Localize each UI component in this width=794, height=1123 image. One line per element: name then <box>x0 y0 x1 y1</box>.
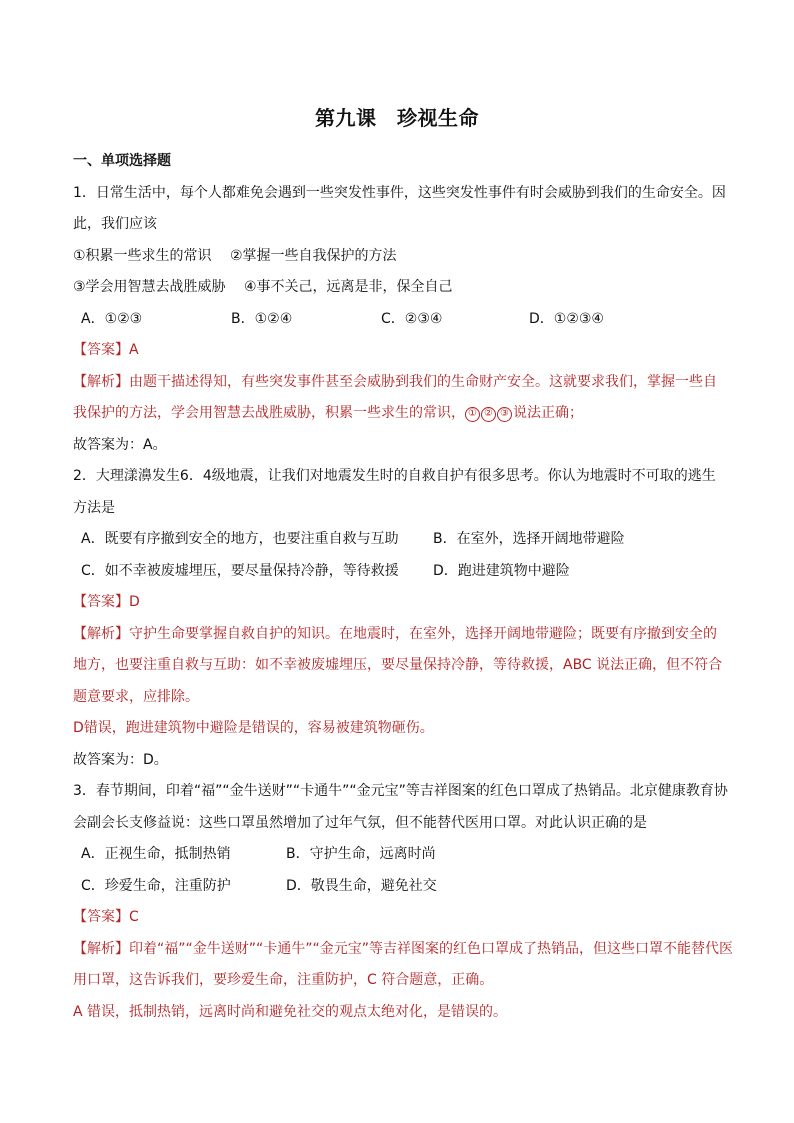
analysis-tag: 【解析】 <box>73 373 129 390</box>
q1-option-a: A．①②③ <box>81 310 143 327</box>
q2-stem-line-2: 方法是 <box>73 499 115 516</box>
answer-tag: 【答案】 <box>73 342 129 358</box>
q3-options-row-2 <box>73 871 733 903</box>
q1-option-b: B．①②④ <box>231 310 293 327</box>
q1-option-c: C．②③④ <box>381 310 443 327</box>
q2-options-row-2 <box>73 556 733 588</box>
q1-analysis-text-1: 由题干描述得知，有些突发事件甚至会威胁到我们的生命财产安全。这就要求我们，掌握一些自 <box>129 373 717 390</box>
analysis-tag: 【解析】 <box>73 625 129 642</box>
answer-tag: 【答案】 <box>73 594 129 610</box>
q3-options-row-1 <box>73 839 733 871</box>
q3-option-c: C．珍爱生命，注重防护 <box>81 877 231 894</box>
q1-options <box>73 304 733 336</box>
q3-option-a: A．正视生命，抵制热销 <box>81 846 231 862</box>
q1-items-line-2: ③学会用智慧去战胜威胁 ④事不关己，远离是非，保全自己 <box>73 279 453 295</box>
q1-analysis-mark-1: ① <box>465 407 480 422</box>
q1-analysis-line-1 <box>73 367 733 399</box>
q3-option-d: D．敬畏生命，避免社交 <box>286 877 437 894</box>
q2-answer <box>73 587 733 619</box>
q1-analysis-text-2: 我保护的方法，学会用智慧去战胜威胁，积累一些求生的常识， <box>73 405 465 421</box>
q2-option-c: C．如不幸被废墟埋压，要尽量保持冷静，等待救援 <box>81 562 399 579</box>
q1-conclusion: 故答案为：A。 <box>73 436 167 453</box>
q3-answer <box>73 902 733 934</box>
q2-analysis-line-3: 题意要求，应排除。 <box>73 688 199 705</box>
q2-stem-line-1: 2．大理漾濞发生6．4级地震，让我们对地震发生时的自救自护有很多思考。你认为地震时不可取的逃生 <box>73 468 716 484</box>
q2-analysis-line-2: 地方，也要注重自救与互助：如不幸被废墟埋压，要尽量保持冷静，等待救援，ABC 说法正确，但不符合 <box>73 657 723 673</box>
q1-stem-line-1: 1．日常生活中，每个人都难免会遇到一些突发性事件，这些突发性事件有时会威胁到我们的生命安全。因 <box>73 184 726 201</box>
q1-answer <box>73 335 733 367</box>
q3-option-b: B．守护生命，远离时尚 <box>286 846 436 862</box>
q1-analysis-mark-2: ② <box>481 407 496 422</box>
q1-analysis-text-3: 说法正确； <box>513 405 583 421</box>
q3-analysis-line-3: A 错误，抵制热销，远离时尚和避免社交的观点太绝对化，是错误的。 <box>73 1003 508 1020</box>
q2-analysis-line-4: D错误，跑进建筑物中避险是错误的，容易被建筑物砸伤。 <box>73 720 434 736</box>
q3-stem-line-2: 会副会长支修益说：这些口罩虽然增加了过年气氛，但不能替代医用口罩。对此认识正确的是 <box>73 814 647 831</box>
analysis-tag: 【解析】 <box>73 940 129 957</box>
q2-analysis-line-1 <box>73 619 733 651</box>
section-heading: 一、单项选择题 <box>73 153 171 169</box>
q1-analysis-mark-3: ③ <box>497 407 512 422</box>
q1-option-d: D．①②③④ <box>529 310 604 327</box>
q2-options-row-1 <box>73 524 733 556</box>
q3-analysis-line-1 <box>73 934 733 966</box>
q3-answer-value: C <box>129 909 139 925</box>
q1-answer-value: A <box>129 342 139 358</box>
answer-tag: 【答案】 <box>73 909 129 925</box>
q3-stem-line-1: 3．春节期间，印着“福”“金牛送财”“卡通牛”“金元宝”等吉祥图案的红色口罩成了热销品。北京健康教育协 <box>73 783 728 799</box>
q1-analysis-line-2 <box>73 398 733 430</box>
page-title: 第九课 珍视生命 <box>315 106 479 130</box>
q2-conclusion: 故答案为：D。 <box>73 751 168 768</box>
q2-option-d: D．跑进建筑物中避险 <box>433 562 570 579</box>
q2-analysis-text-1: 守护生命要掌握自救自护的知识。在地震时，在室外，选择开阔地带避险；既要有序撤到安全的 <box>129 625 717 642</box>
q1-stem-line-2: 此，我们应该 <box>73 216 157 232</box>
q2-option-b: B．在室外，选择开阔地带避险 <box>433 531 625 547</box>
q3-analysis-text-1: 印着“福”“金牛送财”“卡通牛”“金元宝”等吉祥图案的红色口罩成了热销品，但这些口罩不能替代医 <box>129 940 734 957</box>
q3-analysis-line-2: 用口罩，这告诉我们，要珍爱生命，注重防护，C 符合题意，正确。 <box>73 972 494 988</box>
q2-answer-value: D <box>129 594 140 610</box>
q1-items-line-1: ①积累一些求生的常识 ②掌握一些自我保护的方法 <box>73 247 397 264</box>
q2-option-a: A．既要有序撤到安全的地方，也要注重自救与互助 <box>81 531 399 547</box>
document-body <box>73 146 733 1028</box>
